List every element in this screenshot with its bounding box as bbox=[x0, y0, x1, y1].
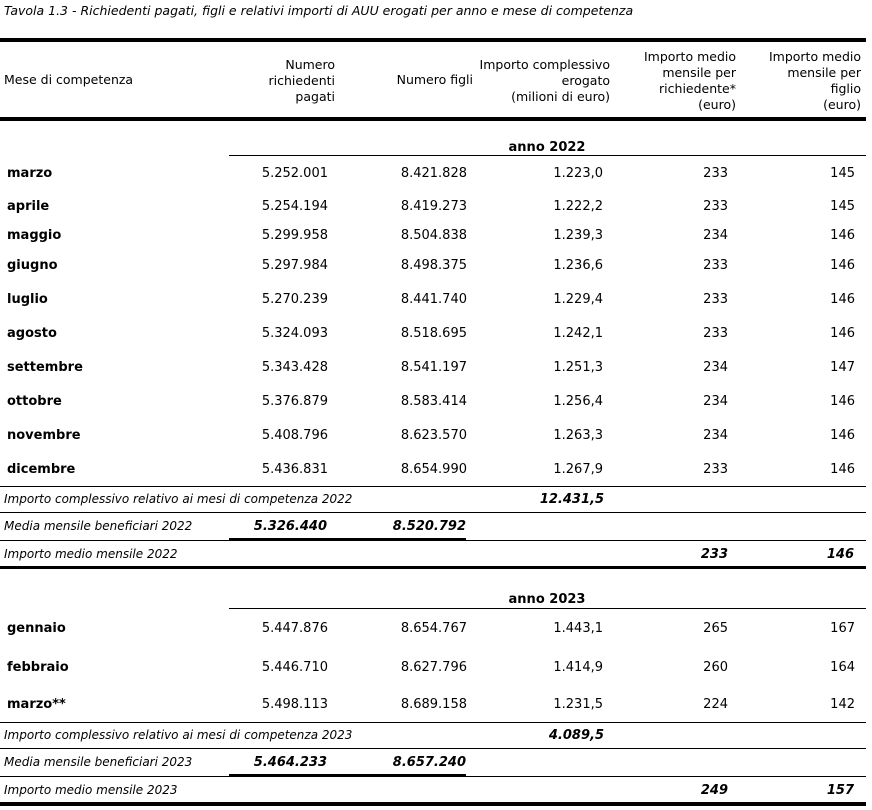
cell-medio-richiedente: 234 bbox=[703, 228, 728, 243]
cell-importo: 1.414,9 bbox=[553, 660, 603, 675]
cell-mese: dicembre bbox=[7, 462, 76, 477]
header-rule bbox=[0, 117, 866, 121]
bottom-rule bbox=[0, 802, 866, 806]
media-label-2023: Media mensile beneficiari 2023 bbox=[4, 755, 193, 769]
cell-medio-richiedente: 260 bbox=[703, 660, 728, 675]
cell-importo: 1.239,3 bbox=[553, 228, 603, 243]
summary-rule-2022-a bbox=[0, 486, 866, 487]
cell-figli: 8.518.695 bbox=[400, 326, 467, 341]
summary-rule-2023-b bbox=[0, 748, 866, 749]
cell-mese: novembre bbox=[7, 428, 81, 443]
cell-richiedenti: 5.376.879 bbox=[261, 394, 328, 409]
cell-medio-richiedente: 234 bbox=[703, 428, 728, 443]
cell-medio-figlio: 146 bbox=[830, 326, 855, 341]
year-rule-2023 bbox=[229, 608, 866, 609]
cell-figli: 8.654.990 bbox=[400, 462, 467, 477]
media-label-2022: Media mensile beneficiari 2022 bbox=[4, 519, 193, 533]
cell-medio-figlio: 164 bbox=[830, 660, 855, 675]
cell-medio-richiedente: 265 bbox=[703, 621, 728, 636]
cell-mese: luglio bbox=[7, 292, 48, 307]
cell-figli: 8.627.796 bbox=[400, 660, 467, 675]
cell-mese: gennaio bbox=[7, 621, 66, 636]
cell-richiedenti: 5.270.239 bbox=[261, 292, 328, 307]
cell-importo: 1.267,9 bbox=[553, 462, 603, 477]
cell-figli: 8.689.158 bbox=[400, 697, 467, 712]
year-label-2023: anno 2023 bbox=[508, 592, 586, 607]
section-rule-2022 bbox=[0, 566, 866, 569]
cell-medio-figlio: 145 bbox=[830, 166, 855, 181]
cell-mese: agosto bbox=[7, 326, 57, 341]
cell-mese: marzo bbox=[7, 166, 53, 181]
top-rule bbox=[0, 38, 866, 42]
cell-medio-figlio: 167 bbox=[830, 621, 855, 636]
cell-richiedenti: 5.447.876 bbox=[261, 621, 328, 636]
cell-figli: 8.623.570 bbox=[400, 428, 467, 443]
cell-richiedenti: 5.498.113 bbox=[261, 697, 328, 712]
medio-label-2023: Importo medio mensile 2023 bbox=[4, 783, 178, 797]
header-mese: Mese di competenza bbox=[4, 72, 134, 87]
media-figli-2023: 8.657.240 bbox=[392, 755, 466, 770]
cell-importo: 1.256,4 bbox=[553, 394, 603, 409]
cell-richiedenti: 5.297.984 bbox=[261, 258, 328, 273]
cell-richiedenti: 5.343.428 bbox=[261, 360, 328, 375]
cell-figli: 8.498.375 bbox=[400, 258, 467, 273]
cell-figli: 8.419.273 bbox=[400, 199, 467, 214]
summary-rule-2023-c bbox=[0, 776, 866, 777]
media-figli-2022: 8.520.792 bbox=[392, 519, 466, 534]
header-medio-richiedente: Importo medio mensile per richiedente* (euro) bbox=[643, 49, 736, 112]
cell-medio-figlio: 146 bbox=[830, 228, 855, 243]
cell-importo: 1.263,3 bbox=[553, 428, 603, 443]
totale-label-2022: Importo complessivo relativo ai mesi di competenza 2022 bbox=[4, 492, 353, 506]
cell-medio-richiedente: 233 bbox=[703, 199, 728, 214]
media-richiedenti-2022: 5.326.440 bbox=[253, 519, 327, 534]
cell-medio-figlio: 146 bbox=[830, 258, 855, 273]
cell-figli: 8.421.828 bbox=[400, 166, 467, 181]
cell-medio-richiedente: 233 bbox=[703, 326, 728, 341]
medio-figlio-2022: 146 bbox=[826, 547, 854, 562]
cell-medio-figlio: 147 bbox=[830, 360, 855, 375]
year-label-2022: anno 2022 bbox=[508, 140, 586, 155]
header-richiedenti: Numero richiedenti pagati bbox=[268, 57, 335, 104]
cell-medio-richiedente: 233 bbox=[703, 292, 728, 307]
cell-richiedenti: 5.252.001 bbox=[261, 166, 328, 181]
summary-rule-2023-a bbox=[0, 722, 866, 723]
summary-rule-2022-b bbox=[0, 512, 866, 513]
cell-figli: 8.541.197 bbox=[400, 360, 467, 375]
totale-label-2023: Importo complessivo relativo ai mesi di competenza 2023 bbox=[4, 728, 353, 742]
cell-richiedenti: 5.408.796 bbox=[261, 428, 328, 443]
medio-figlio-2023: 157 bbox=[826, 783, 854, 798]
cell-importo: 1.443,1 bbox=[553, 621, 603, 636]
cell-medio-figlio: 146 bbox=[830, 292, 855, 307]
cell-mese: febbraio bbox=[7, 660, 69, 675]
cell-figli: 8.504.838 bbox=[400, 228, 467, 243]
cell-medio-richiedente: 234 bbox=[703, 394, 728, 409]
cell-richiedenti: 5.446.710 bbox=[261, 660, 328, 675]
cell-importo: 1.222,2 bbox=[553, 199, 603, 214]
cell-medio-figlio: 145 bbox=[830, 199, 855, 214]
totale-value-2022: 12.431,5 bbox=[539, 492, 604, 507]
cell-medio-figlio: 146 bbox=[830, 462, 855, 477]
cell-medio-richiedente: 234 bbox=[703, 360, 728, 375]
cell-importo: 1.231,5 bbox=[553, 697, 603, 712]
cell-mese: settembre bbox=[7, 360, 83, 375]
cell-mese: marzo** bbox=[7, 697, 66, 712]
totale-value-2023: 4.089,5 bbox=[548, 728, 604, 743]
cell-richiedenti: 5.299.958 bbox=[261, 228, 328, 243]
cell-importo: 1.236,6 bbox=[553, 258, 603, 273]
cell-medio-richiedente: 233 bbox=[703, 462, 728, 477]
header-figli: Numero figli bbox=[396, 72, 473, 87]
cell-importo: 1.223,0 bbox=[553, 166, 603, 181]
cell-richiedenti: 5.324.093 bbox=[261, 326, 328, 341]
cell-mese: aprile bbox=[7, 199, 50, 214]
header-medio-figlio: Importo medio mensile per figlio (euro) bbox=[768, 49, 861, 112]
media-richiedenti-2023: 5.464.233 bbox=[253, 755, 327, 770]
cell-medio-figlio: 142 bbox=[830, 697, 855, 712]
cell-richiedenti: 5.254.194 bbox=[261, 199, 328, 214]
cell-medio-figlio: 146 bbox=[830, 394, 855, 409]
cell-mese: giugno bbox=[7, 258, 58, 273]
cell-figli: 8.441.740 bbox=[400, 292, 467, 307]
medio-richiedente-2022: 233 bbox=[700, 547, 728, 562]
cell-mese: maggio bbox=[7, 228, 62, 243]
medio-label-2022: Importo medio mensile 2022 bbox=[4, 547, 178, 561]
cell-richiedenti: 5.436.831 bbox=[261, 462, 328, 477]
cell-mese: ottobre bbox=[7, 394, 62, 409]
cell-figli: 8.583.414 bbox=[400, 394, 467, 409]
cell-importo: 1.242,1 bbox=[553, 326, 603, 341]
cell-medio-richiedente: 233 bbox=[703, 166, 728, 181]
cell-importo: 1.251,3 bbox=[553, 360, 603, 375]
summary-rule-2022-c bbox=[0, 540, 866, 541]
cell-medio-richiedente: 224 bbox=[703, 697, 728, 712]
medio-richiedente-2023: 249 bbox=[700, 783, 728, 798]
cell-importo: 1.229,4 bbox=[553, 292, 603, 307]
cell-medio-richiedente: 233 bbox=[703, 258, 728, 273]
year-rule-2022 bbox=[229, 155, 866, 156]
cell-medio-figlio: 146 bbox=[830, 428, 855, 443]
header-importo: Importo complessivo erogato (milioni di euro) bbox=[479, 57, 610, 104]
table-title: Tavola 1.3 - Richiedenti pagati, figli e relativi importi di AUU erogati per anno e mese di competenza bbox=[4, 3, 634, 18]
cell-figli: 8.654.767 bbox=[400, 621, 467, 636]
